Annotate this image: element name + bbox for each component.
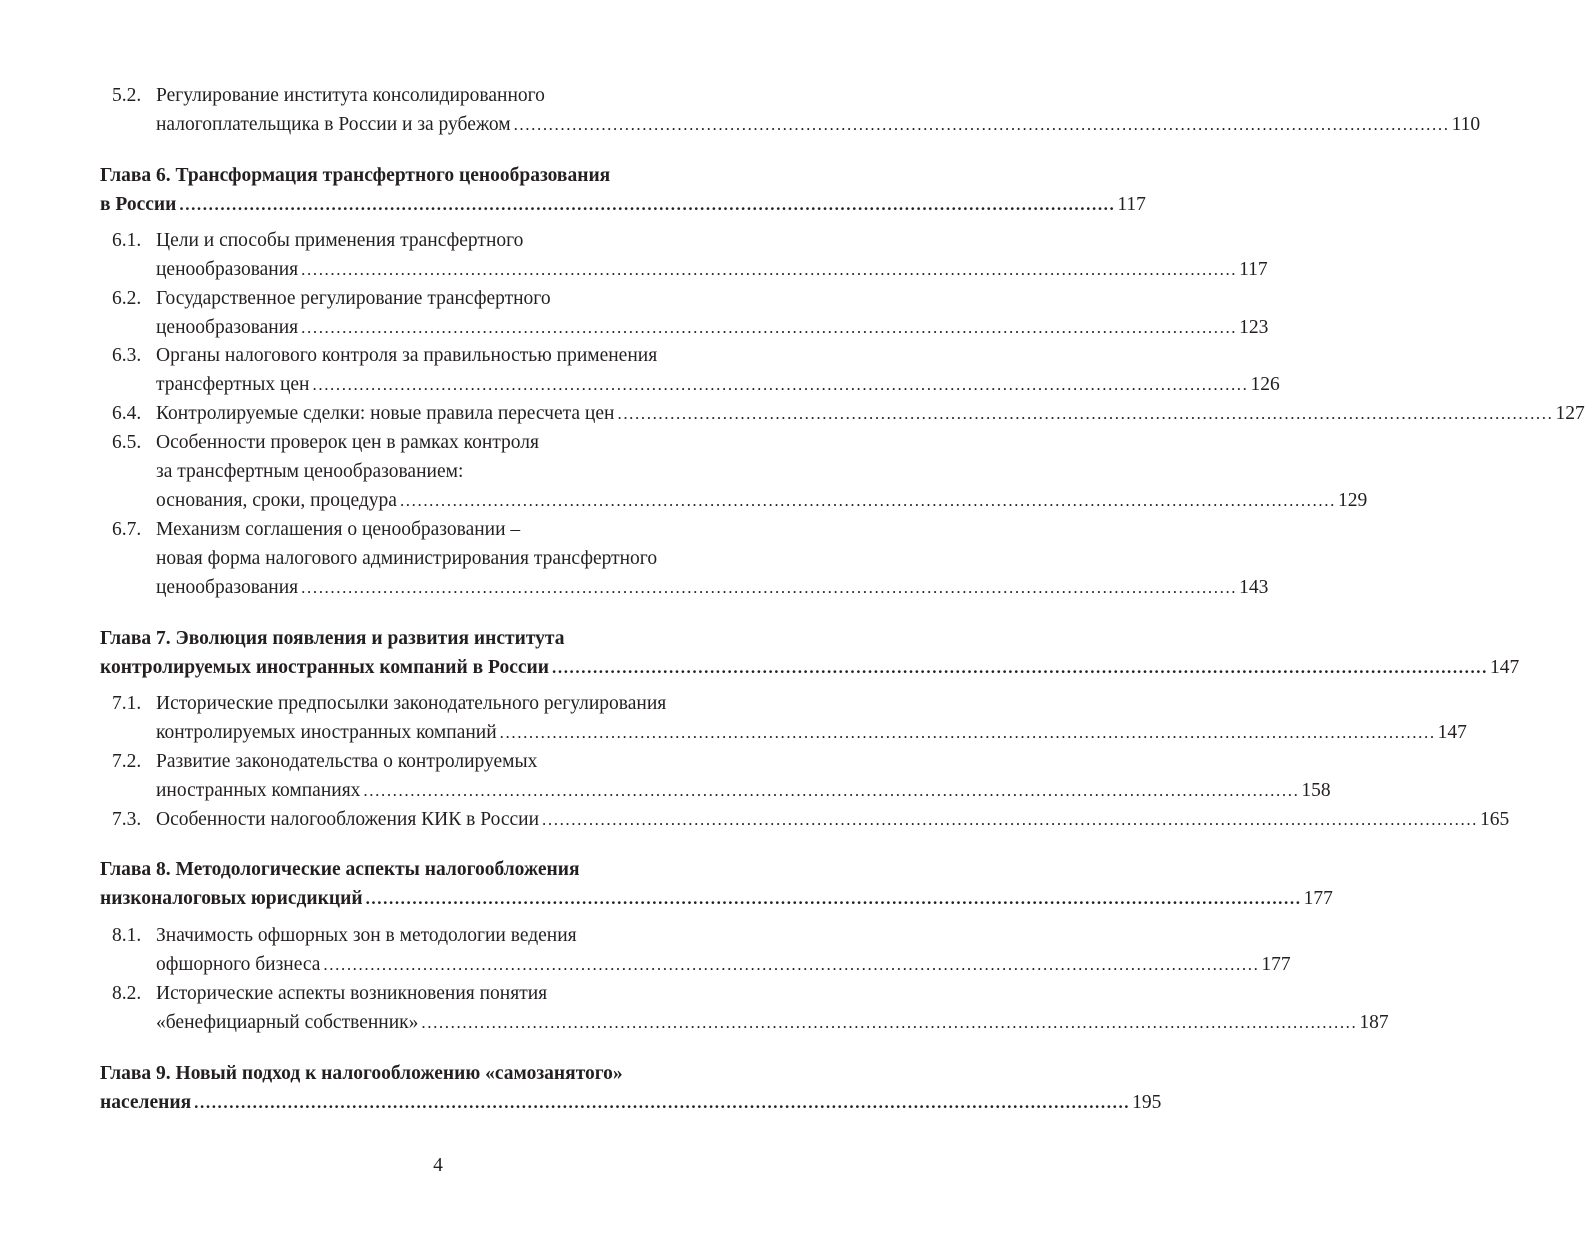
leader-dots: ................................................................................................................................................................	[323, 955, 1260, 974]
leader-dots: ................................................................................................................................................................	[179, 195, 1116, 214]
page-reference: 127	[1555, 403, 1585, 424]
leader-dots: ................................................................................................................................................................	[542, 810, 1479, 829]
leader-dots: ................................................................................................................................................................	[312, 375, 1249, 394]
leader-dots: ................................................................................................................................................................	[301, 318, 1238, 337]
section-title-line	[112, 806, 1510, 834]
entry-title: Исторические предпосылки законодательного регулирования	[156, 693, 667, 714]
leader-dots: ................................................................................................................................................................	[499, 723, 1436, 742]
page-reference: 195	[1132, 1092, 1162, 1113]
chapter-title-line	[100, 191, 1146, 219]
leader-dots: ................................................................................................................................................................	[399, 491, 1336, 510]
section-title-line	[156, 314, 1269, 342]
entry-title: трансфертных цен	[156, 374, 310, 395]
section-title-line	[112, 980, 778, 1008]
leader-dots: ................................................................................................................................................................	[552, 658, 1488, 677]
entry-title: Органы налогового контроля за правильностью применения	[156, 345, 658, 366]
entry-title: офшорного бизнеса	[156, 954, 321, 975]
page-reference: 165	[1480, 809, 1510, 830]
entry-title: новая форма налогового администрирования трансфертного	[156, 548, 658, 569]
section-title-line	[156, 574, 1269, 602]
section-title-line	[112, 82, 778, 110]
entry-title: налогоплательщика в России и за рубежом	[156, 114, 511, 135]
chapter-title-line	[100, 162, 778, 190]
page-reference: 143	[1239, 577, 1269, 598]
entry-title: контролируемых иностранных компаний в России	[100, 657, 549, 678]
entry-title: населения	[100, 1092, 192, 1113]
leader-dots: ................................................................................................................................................................	[301, 578, 1238, 597]
section-title-line	[112, 516, 778, 544]
entry-title: ценообразования	[156, 317, 299, 338]
page-reference: 126	[1250, 374, 1280, 395]
section-number: 7.1.	[112, 693, 142, 714]
section-title-line	[156, 777, 1331, 805]
section-title-line	[156, 458, 778, 486]
section-title-line	[112, 690, 778, 718]
leader-dots: ................................................................................................................................................................	[194, 1093, 1131, 1112]
leader-dots: ................................................................................................................................................................	[513, 115, 1450, 134]
leader-dots: ................................................................................................................................................................	[365, 889, 1302, 908]
section-number: 6.1.	[112, 230, 142, 251]
section-number: 7.3.	[112, 809, 142, 830]
entry-title: иностранных компаниях	[156, 780, 361, 801]
entry-title: Глава 8. Методологические аспекты налогообложения	[100, 859, 580, 880]
page-reference: 177	[1303, 888, 1333, 909]
leader-dots: ................................................................................................................................................................	[617, 404, 1554, 423]
entry-title: за трансфертным ценообразованием:	[156, 461, 464, 482]
section-number: 6.5.	[112, 432, 142, 453]
section-number: 8.1.	[112, 925, 142, 946]
section-title-line	[112, 429, 778, 457]
section-title-line	[112, 227, 778, 255]
section-title-line	[156, 371, 1280, 399]
chapter-title-line	[100, 1060, 778, 1088]
entry-title: в России	[100, 194, 177, 215]
entry-title: ценообразования	[156, 259, 299, 280]
entry-title: Цели и способы применения трансфертного	[156, 230, 524, 251]
section-title-line	[112, 342, 778, 370]
entry-title: Особенности налогообложения КИК в России	[156, 809, 540, 830]
section-title-line	[156, 1009, 1389, 1037]
leader-dots: ................................................................................................................................................................	[363, 781, 1300, 800]
page-reference: 158	[1301, 780, 1331, 801]
section-number: 8.2.	[112, 983, 142, 1004]
entry-title: Государственное регулирование трансфертного	[156, 288, 551, 309]
entry-title: Развитие законодательства о контролируемых	[156, 751, 538, 772]
section-number: 6.3.	[112, 345, 142, 366]
section-title-line	[112, 400, 1585, 428]
entry-title: Глава 6. Трансформация трансфертного ценообразования	[100, 165, 611, 186]
entry-title: Особенности проверок цен в рамках контроля	[156, 432, 539, 453]
chapter-title-line	[100, 856, 778, 884]
entry-title: Глава 9. Новый подход к налогообложению «самозанятого»	[100, 1063, 623, 1084]
entry-title: низконалоговых юрисдикций	[100, 888, 363, 909]
page-reference: 110	[1451, 114, 1481, 135]
chapter-title-line	[100, 625, 778, 653]
page-reference: 177	[1261, 954, 1291, 975]
entry-title: Исторические аспекты возникновения понятия	[156, 983, 548, 1004]
entry-title: Глава 7. Эволюция появления и развития института	[100, 628, 565, 649]
section-number: 5.2.	[112, 85, 142, 106]
page-reference: 187	[1359, 1012, 1389, 1033]
section-title-line	[156, 487, 1368, 515]
entry-title: Значимость офшорных зон в методологии ведения	[156, 925, 577, 946]
page-reference: 117	[1117, 194, 1146, 215]
page-reference: 147	[1490, 657, 1520, 678]
section-title-line	[156, 719, 1467, 747]
page-number: 4	[433, 1155, 443, 1176]
section-title-line	[156, 256, 1268, 284]
page-reference: 123	[1239, 317, 1269, 338]
entry-title: «бенефициарный собственник»	[156, 1012, 419, 1033]
section-title-line	[156, 545, 778, 573]
chapter-title-line	[100, 1089, 1162, 1117]
section-number: 7.2.	[112, 751, 142, 772]
page-reference: 129	[1337, 490, 1368, 511]
chapter-title-line	[100, 654, 1520, 682]
section-number: 6.7.	[112, 519, 142, 540]
entry-title: Механизм соглашения о ценообразовании –	[156, 519, 521, 540]
section-title-line	[156, 111, 1481, 139]
page-reference: 147	[1437, 722, 1467, 743]
chapter-title-line	[100, 885, 1333, 913]
section-number: 6.4.	[112, 403, 142, 424]
leader-dots: ................................................................................................................................................................	[421, 1013, 1358, 1032]
entry-title: ценообразования	[156, 577, 299, 598]
leader-dots: ................................................................................................................................................................	[301, 260, 1238, 279]
section-title-line	[112, 285, 778, 313]
section-title-line	[112, 922, 778, 950]
entry-title: Контролируемые сделки: новые правила пересчета цен	[156, 403, 615, 424]
page-reference: 117	[1239, 259, 1268, 280]
section-title-line	[156, 951, 1291, 979]
entry-title: контролируемых иностранных компаний	[156, 722, 497, 743]
section-title-line	[112, 748, 778, 776]
section-number: 6.2.	[112, 288, 142, 309]
entry-title: основания, сроки, процедура	[156, 490, 397, 511]
entry-title: Регулирование института консолидированного	[156, 85, 545, 106]
